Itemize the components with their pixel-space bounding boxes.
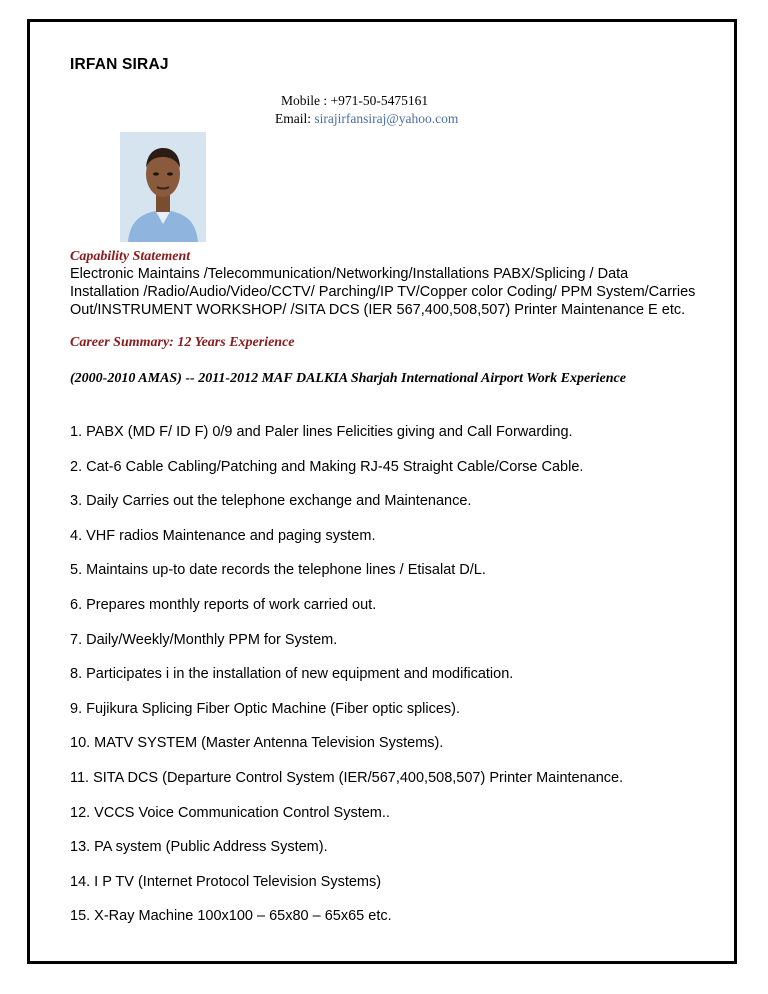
duty-item: 1. PABX (MD F/ ID F) 0/9 and Paler lines Felicities giving and Call Forwarding. — [70, 424, 573, 440]
duty-item: 10. MATV SYSTEM (Master Antenna Television Systems). — [70, 735, 444, 752]
duty-list — [70, 423, 710, 942]
duty-item: 6. Prepares monthly reports of work carried out. — [70, 596, 377, 613]
duty-item: 14. I P TV (Internet Protocol Television Systems) — [70, 873, 382, 890]
duty-item: 8. Participates i in the installation of new equipment and modification. — [70, 666, 514, 683]
duty-item: 12. VCCS Voice Communication Control System.. — [70, 804, 390, 821]
applicant-name: IRFAN SIRAJ — [70, 56, 169, 73]
experience-heading: (2000-2010 AMAS) -- 2011-2012 MAF DALKIA Sharjah International Airport Work Experience — [70, 371, 626, 386]
duty-item: 15. X-Ray Machine 100x100 – 65x80 – 65x65 etc. — [70, 908, 392, 925]
email-label: Email: — [275, 111, 311, 126]
duty-item: 9. Fujikura Splicing Fiber Optic Machine (Fiber optic splices). — [70, 700, 461, 717]
person-photo — [120, 132, 206, 242]
career-summary-heading: Career Summary: 12 Years Experience — [70, 335, 295, 350]
duty-item: 5. Maintains up-to date records the telephone lines / Etisalat D/L. — [70, 562, 486, 579]
duty-item: 2. Cat-6 Cable Cabling/Patching and Making RJ-45 Straight Cable/Corse Cable. — [70, 458, 584, 475]
duty-item: 3. Daily Carries out the telephone exchange and Maintenance. — [70, 493, 472, 510]
email-link[interactable]: sirajirfansiraj@yahoo.com — [314, 111, 459, 126]
duty-item: 7. Daily/Weekly/Monthly PPM for System. — [70, 631, 338, 648]
duty-item: 13. PA system (Public Address System). — [70, 839, 328, 856]
mobile-number: Mobile : +971-50-5475161 — [281, 93, 429, 108]
duty-item: 4. VHF radios Maintenance and paging system. — [70, 527, 376, 544]
capability-heading: Capability Statement — [70, 249, 191, 264]
person-photo-icon — [120, 132, 206, 242]
email-line — [275, 111, 458, 127]
capability-text: Electronic Maintains /Telecommunication/Networking/Installations PABX/Splicing / Data Installation /Radio/Audio/Video/CCTV/ Parching/IP TV/Copper color Coding/ PPM System/Carries Out/INSTRUMENT WORKSHOP/ /SITA DCS (IER 567,400,508,507) Printer Maintenance E etc. — [70, 266, 696, 318]
duty-item: 11. SITA DCS (Departure Control System (IER/567,400,508,507) Printer Maintenance. — [70, 769, 624, 786]
